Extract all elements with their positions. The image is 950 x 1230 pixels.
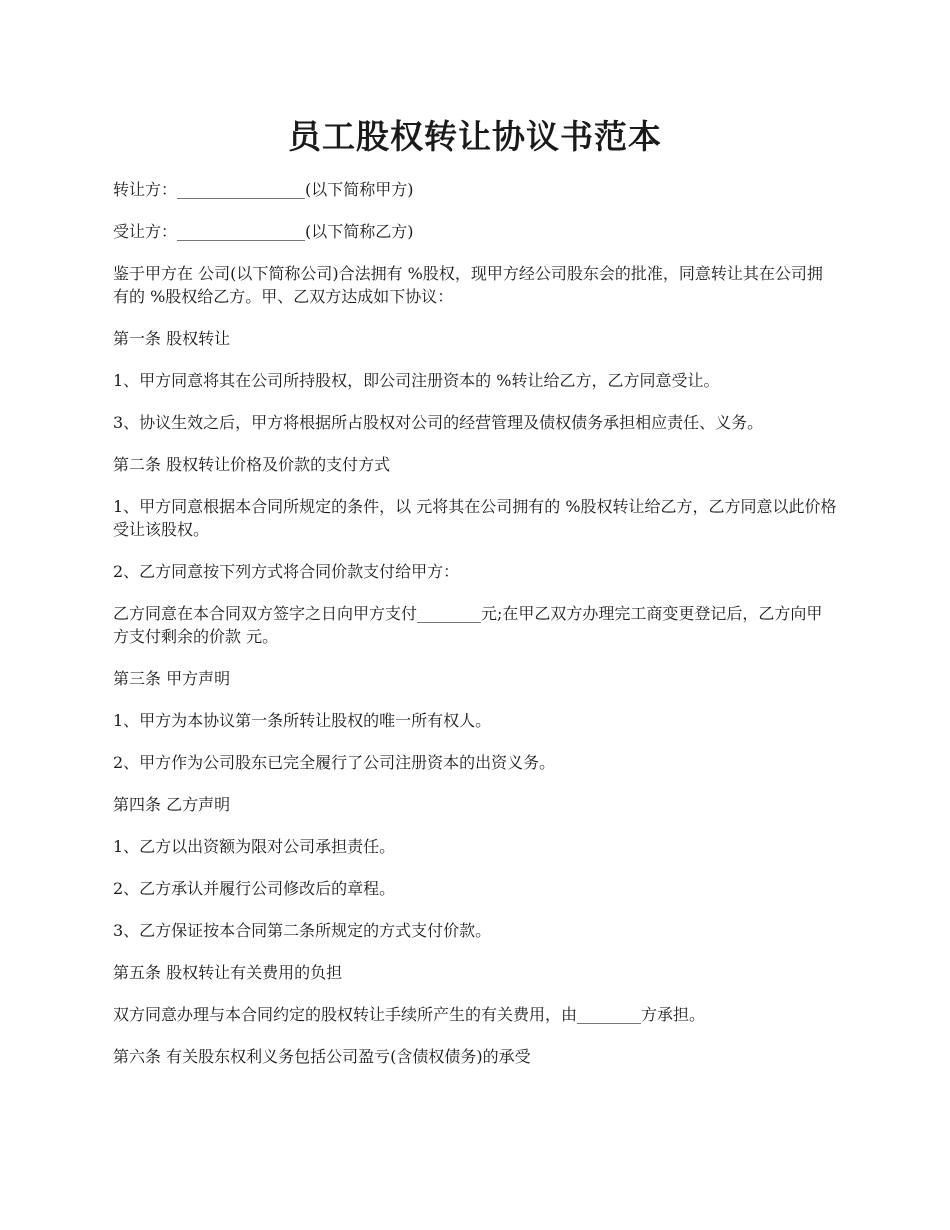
article-3-heading: 第三条 甲方声明 — [113, 669, 231, 688]
article-3-clause-1: 1、甲方为本协议第一条所转让股权的唯一所有权人。 — [113, 711, 492, 730]
article-5-clause: 双方同意办理与本合同约定的股权转让手续所产生的有关费用，由________方承担。 — [113, 1005, 706, 1024]
article-2-clause-2: 2、乙方同意按下列方式将合同价款支付给甲方： — [113, 562, 460, 581]
article-3-clause-2: 2、甲方作为公司股东已完全履行了公司注册资本的出资义务。 — [113, 753, 556, 772]
document-title: 员工股权转让协议书范本 — [288, 117, 662, 156]
article-1-clause-1: 1、甲方同意将其在公司所持股权，即公司注册资本的 %转让给乙方，乙方同意受让。 — [113, 371, 720, 390]
article-2-clause-1: 1、甲方同意根据本合同所规定的条件，以 元将其在公司拥有的 %股权转让给乙方，乙方同意以此价格受让该股权。 — [113, 497, 837, 539]
article-4-clause-3: 3、乙方保证按本合同第二条所规定的方式支付价款。 — [113, 921, 492, 940]
article-6-heading: 第六条 有关股东权利义务包括公司盈亏(含债权债务)的承受 — [113, 1047, 531, 1066]
article-1-heading: 第一条 股权转让 — [113, 329, 231, 348]
article-5-heading: 第五条 股权转让有关费用的负担 — [113, 963, 343, 982]
document-body — [113, 178, 838, 1087]
paragraph-transferee: 受让方：________________(以下简称乙方) — [113, 222, 414, 241]
article-2-payment-terms: 乙方同意在本合同双方签字之日向甲方支付________元;在甲乙双方办理完工商变更登记后，乙方向甲方支付剩余的价款 元。 — [113, 604, 823, 646]
paragraph-preamble: 鉴于甲方在 公司(以下简称公司)合法拥有 %股权，现甲方经公司股东会的批准，同意转让其在公司拥有的 %股权给乙方。甲、乙双方达成如下协议： — [113, 264, 823, 306]
paragraph-transferor: 转让方：________________(以下简称甲方) — [113, 180, 414, 199]
article-2-heading: 第二条 股权转让价格及价款的支付方式 — [113, 455, 391, 474]
article-4-heading: 第四条 乙方声明 — [113, 795, 231, 814]
article-4-clause-1: 1、乙方以出资额为限对公司承担责任。 — [113, 837, 396, 856]
article-4-clause-2: 2、乙方承认并履行公司修改后的章程。 — [113, 879, 396, 898]
article-1-clause-3: 3、协议生效之后，甲方将根据所占股权对公司的经营管理及债权债务承担相应责任、义务。 — [113, 413, 764, 432]
